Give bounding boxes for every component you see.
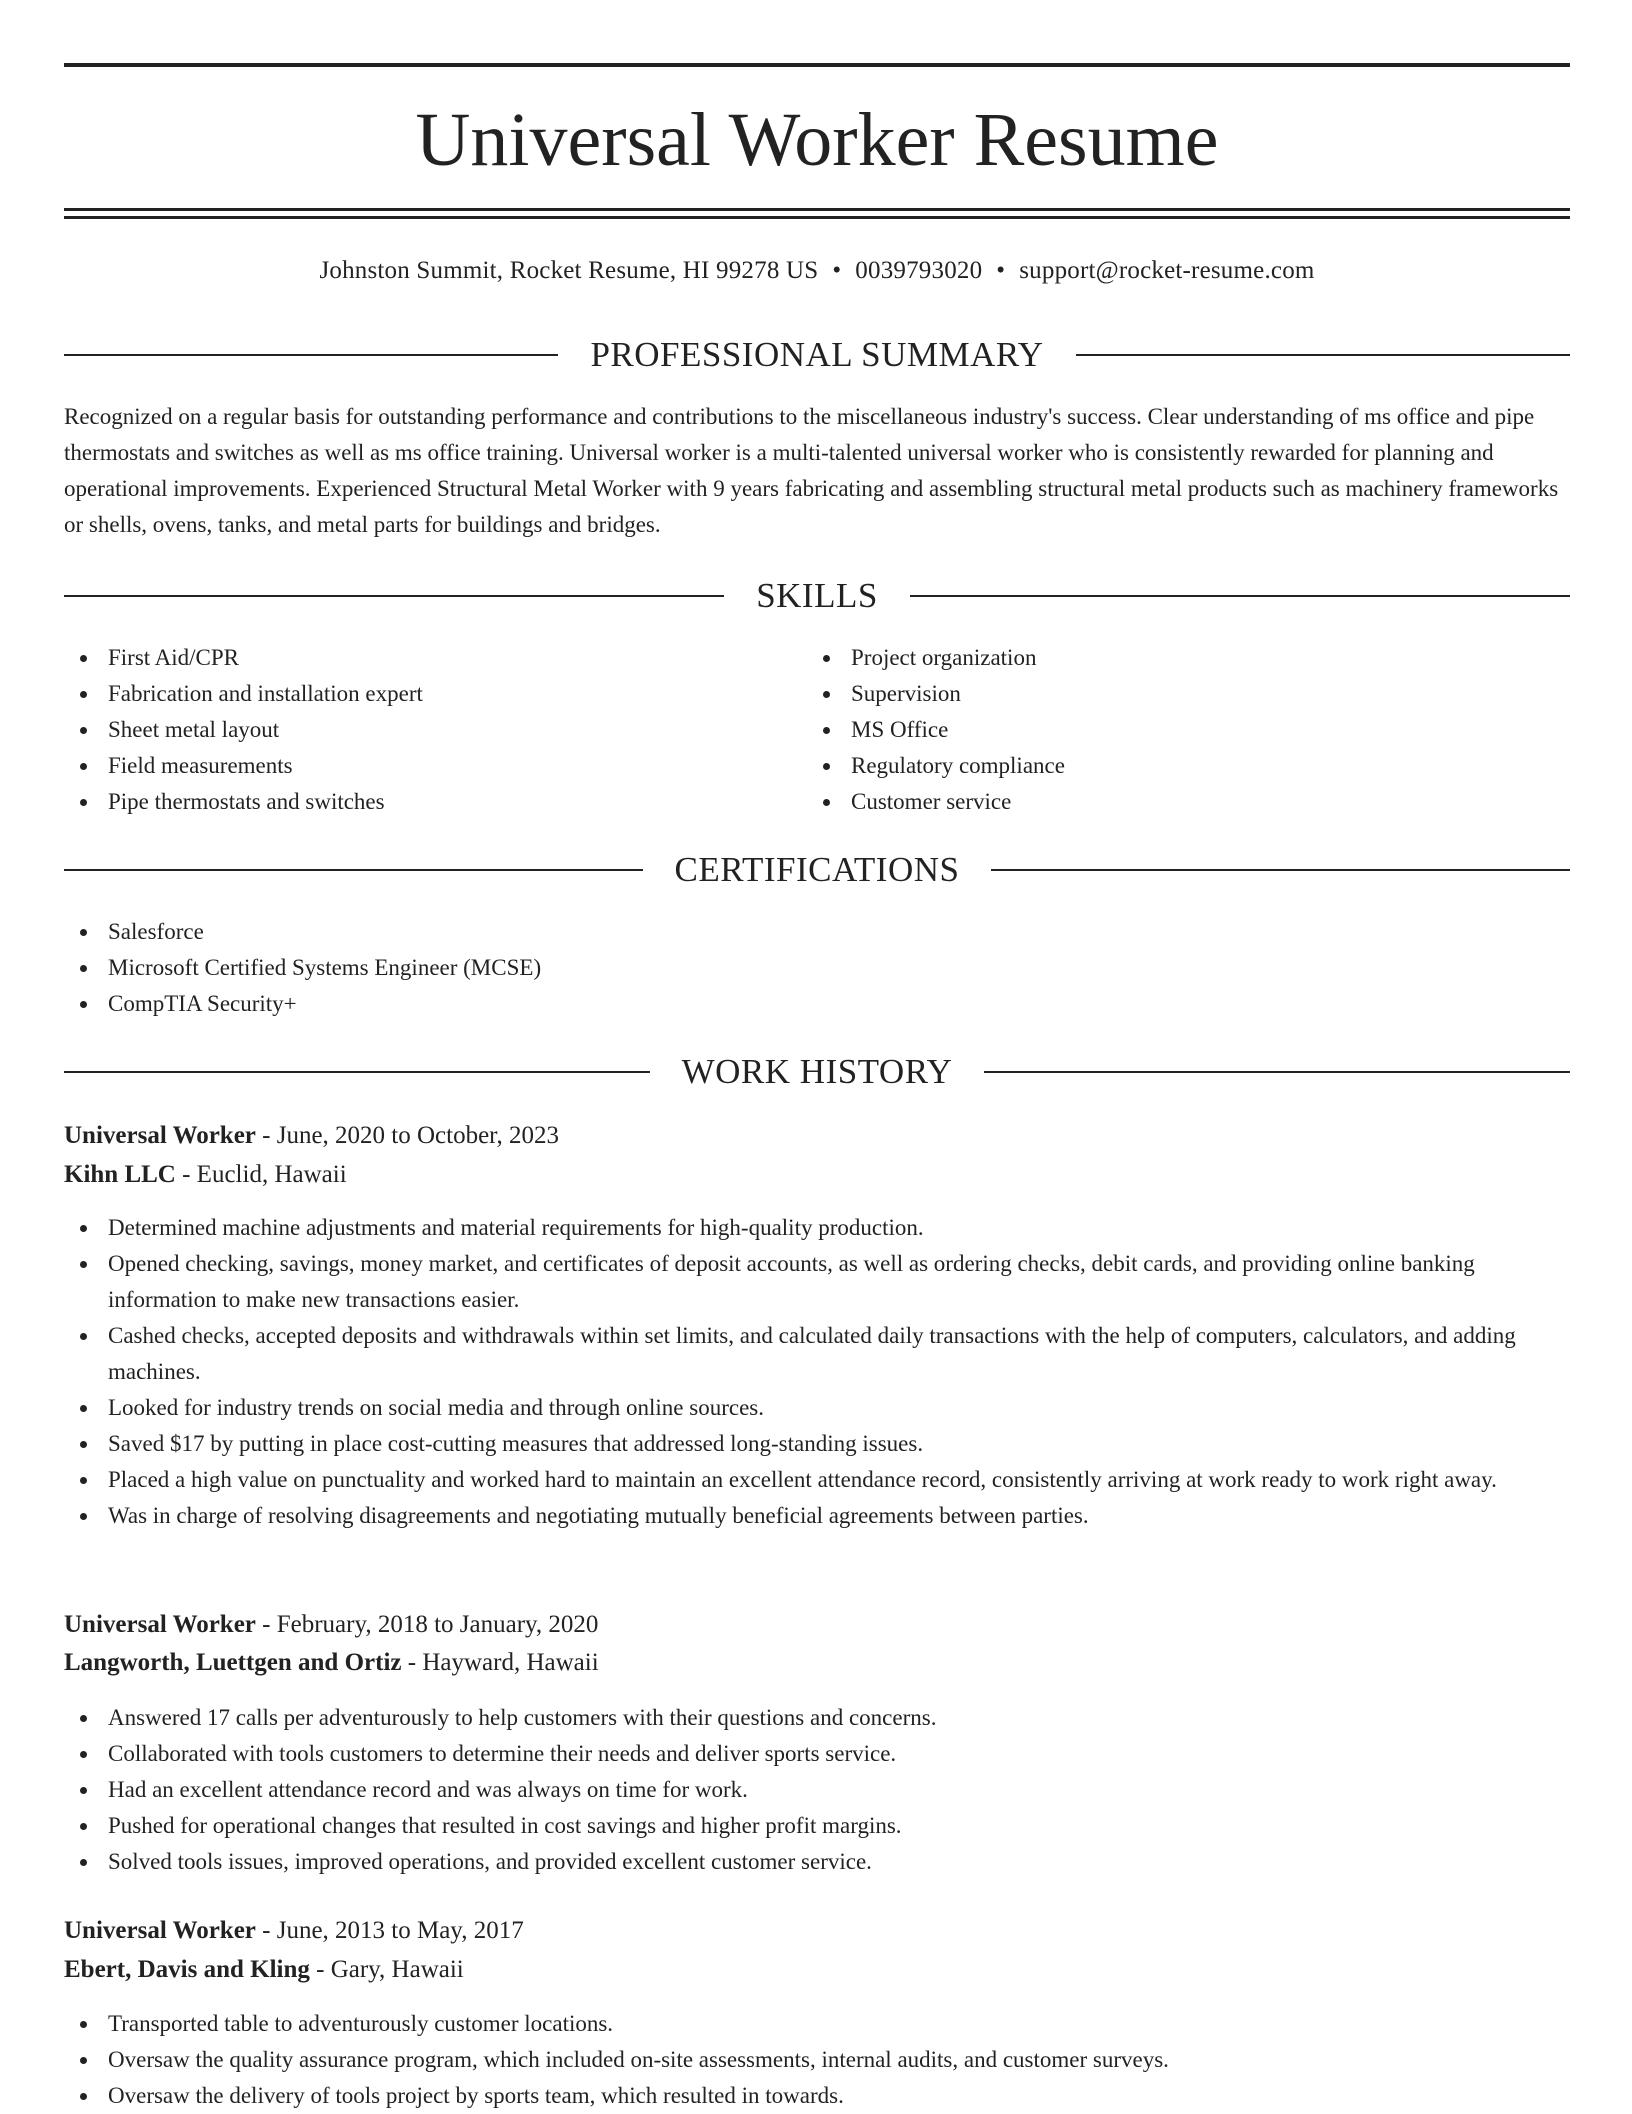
skill-item: MS Office	[807, 712, 1547, 748]
job-title: Universal Worker	[64, 1122, 256, 1149]
job-bullet: Oversaw the quality assurance program, which included on-site assessments, internal audits, and customer surveys.	[64, 2042, 1570, 2078]
job-dates: - February, 2018 to January, 2020	[255, 1611, 599, 1638]
job-bullets	[64, 2006, 1570, 2114]
section-header-summary	[64, 333, 1570, 377]
job-bullet: Oversaw the delivery of tools project by sports team, which resulted in towards.	[64, 2078, 1570, 2114]
job-title: Universal Worker	[64, 1611, 256, 1638]
section-title-summary: PROFESSIONAL SUMMARY	[590, 335, 1044, 374]
job-bullet: Pushed for operational changes that resulted in cost savings and higher profit margins.	[64, 1808, 1570, 1844]
section-title-work-history: WORK HISTORY	[681, 1052, 953, 1091]
job-title-line	[64, 1607, 598, 1643]
job-bullets	[64, 1210, 1570, 1534]
section-header-certifications	[64, 848, 1570, 892]
job-bullet: Collaborated with tools customers to determine their needs and deliver sports service.	[64, 1736, 1570, 1772]
job-company: Langworth, Luettgen and Ortiz	[64, 1649, 402, 1676]
job-dates: - June, 2020 to October, 2023	[255, 1122, 560, 1149]
contact-address: Johnston Summit, Rocket Resume, HI 99278 US	[319, 257, 819, 284]
skill-item: Field measurements	[64, 748, 804, 784]
job-bullet: Cashed checks, accepted deposits and withdrawals within set limits, and calculated daily transactions with the help of computers, calculators, and adding machines.	[64, 1318, 1570, 1390]
title-underline-2	[64, 216, 1570, 219]
job-title-line	[64, 1913, 524, 1949]
section-title-skills: SKILLS	[756, 576, 878, 615]
section-rule	[984, 1071, 1570, 1073]
contact-phone: 0039793020	[855, 257, 983, 284]
section-rule	[1076, 354, 1570, 356]
job-bullet: Had an excellent attendance record and was always on time for work.	[64, 1772, 1570, 1808]
job-bullet: Answered 17 calls per adventurously to help customers with their questions and concerns.	[64, 1700, 1570, 1736]
certification-item: Microsoft Certified Systems Engineer (MCSE)	[64, 950, 1570, 986]
job-title: Universal Worker	[64, 1917, 256, 1944]
job-location: - Hayward, Hawaii	[401, 1649, 599, 1676]
job-company-line	[64, 1645, 599, 1681]
contact-separator: •	[832, 257, 842, 284]
section-rule	[64, 354, 558, 356]
skills-list-right	[807, 640, 1547, 820]
contact-email: support@rocket-resume.com	[1019, 257, 1315, 284]
job-bullet: Determined machine adjustments and material requirements for high-quality production.	[64, 1210, 1570, 1246]
job-bullet: Was in charge of resolving disagreements and negotiating mutually beneficial agreements between parties.	[64, 1498, 1570, 1534]
job-title-line	[64, 1118, 559, 1154]
skill-item: Fabrication and installation expert	[64, 676, 804, 712]
skill-item: Pipe thermostats and switches	[64, 784, 804, 820]
job-location: - Euclid, Hawaii	[175, 1161, 347, 1188]
job-company: Kihn LLC	[64, 1161, 176, 1188]
skill-item: Supervision	[807, 676, 1547, 712]
job-dates: - June, 2013 to May, 2017	[255, 1917, 524, 1944]
job-bullets	[64, 1700, 1570, 1880]
section-rule	[991, 869, 1570, 871]
skills-list-left	[64, 640, 804, 820]
job-bullet: Looked for industry trends on social media and through online sources.	[64, 1390, 1570, 1426]
skill-item: First Aid/CPR	[64, 640, 804, 676]
job-company: Ebert, Davis and Kling	[64, 1956, 310, 1983]
section-rule	[64, 869, 643, 871]
job-bullet: Saved $17 by putting in place cost-cutting measures that addressed long-standing issues.	[64, 1426, 1570, 1462]
summary-text: Recognized on a regular basis for outstanding performance and contributions to the miscellaneous industry's success. Clear understanding of ms office and pipe thermostats and switches as well as ms office training. Universal worker is a multi-talented universal worker who is consistently rewarded for planning and operational improvements. Experienced Structural Metal Worker with 9 years fabricating and assembling structural metal products such as machinery frameworks or shells, ovens, tanks, and metal parts for buildings and bridges.	[64, 404, 1559, 537]
certifications-list	[64, 914, 1570, 1022]
job-company-line	[64, 1952, 464, 1988]
section-rule	[64, 595, 724, 597]
job-bullet: Placed a high value on punctuality and worked hard to maintain an excellent attendance record, consistently arriving at work ready to work right away.	[64, 1462, 1570, 1498]
certification-item: Salesforce	[64, 914, 1570, 950]
contact-line	[64, 253, 1570, 289]
top-rule	[64, 63, 1570, 67]
contact-separator: •	[996, 257, 1006, 284]
job-bullet: Transported table to adventurously customer locations.	[64, 2006, 1570, 2042]
section-header-work-history	[64, 1050, 1570, 1094]
job-bullet: Opened checking, savings, money market, and certificates of deposit accounts, as well as ordering checks, debit cards, and providing online banking information to make new transactions easier.	[64, 1246, 1570, 1318]
job-bullet: Solved tools issues, improved operations, and provided excellent customer service.	[64, 1844, 1570, 1880]
skill-item: Customer service	[807, 784, 1547, 820]
section-rule	[64, 1071, 650, 1073]
skill-item: Regulatory compliance	[807, 748, 1547, 784]
certification-item: CompTIA Security+	[64, 986, 1570, 1022]
section-header-skills	[64, 574, 1570, 618]
section-rule	[910, 595, 1570, 597]
resume-title: Universal Worker Resume	[415, 98, 1219, 182]
skill-item: Sheet metal layout	[64, 712, 804, 748]
section-title-certifications: CERTIFICATIONS	[674, 850, 960, 889]
skill-item: Project organization	[807, 640, 1547, 676]
title-underline-1	[64, 208, 1570, 211]
job-company-line	[64, 1157, 347, 1193]
job-location: - Gary, Hawaii	[309, 1956, 464, 1983]
